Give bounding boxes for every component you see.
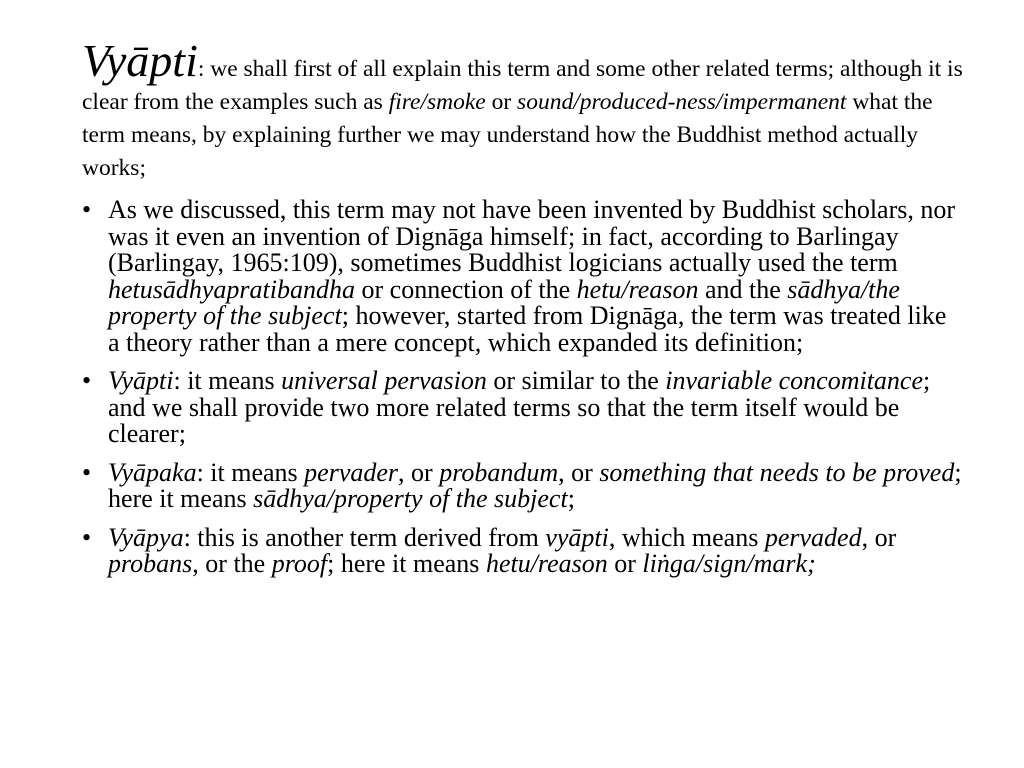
bullet-text: , or bbox=[558, 457, 600, 487]
bullet-text: , which means bbox=[608, 522, 765, 552]
title-example-sound: sound/produced-ness/impermanent bbox=[517, 89, 847, 115]
bullet-text: or bbox=[607, 549, 643, 578]
bullet-term: pervader bbox=[304, 457, 399, 487]
bullet-text: ; here it means bbox=[108, 457, 962, 513]
bullet-text: or connection of the bbox=[355, 274, 577, 304]
title-text-c: what the term means, by explaining further we may understand how the Buddhist method actually works; bbox=[82, 89, 933, 181]
title-colon: : bbox=[197, 56, 205, 82]
bullet-dot-icon: • bbox=[82, 195, 92, 224]
bullet-term: sādhya/property of the subject bbox=[253, 484, 568, 513]
bullet-term: proof bbox=[271, 549, 328, 578]
bullet-term: pervaded bbox=[764, 522, 862, 552]
bullet-term: Vyāpya bbox=[108, 522, 184, 552]
bullet-item-vyapaka bbox=[82, 457, 964, 513]
title-term: Vyāpti bbox=[82, 35, 198, 86]
bullet-term: hetu/reason bbox=[576, 274, 699, 304]
bullet-text: : this is another term derived from bbox=[183, 522, 546, 552]
title-text-a: we shall first of all explain this term and some other related terms; although it is clear from the examples such as bbox=[82, 56, 963, 115]
bullet-term: hetusādhyapratibandha bbox=[108, 274, 355, 304]
bullet-text: ; however, started from Dignāga, the term was treated like a theory rather than a mere concept, which expanded its definition; bbox=[108, 301, 947, 357]
bullet-text: and the bbox=[698, 274, 788, 304]
bullet-term: sādhya/the property of the subject bbox=[108, 274, 900, 330]
bullet-term: invariable concomitance bbox=[665, 366, 924, 395]
bullet-dot-icon: • bbox=[82, 366, 92, 395]
bullet-term: hetu/reason bbox=[485, 549, 608, 578]
title-example-fire-smoke: fire/smoke bbox=[388, 89, 486, 115]
bullet-term: universal pervasion bbox=[281, 366, 487, 395]
bullet-text: ; here it means bbox=[327, 549, 486, 578]
bullet-item-vyapti-history bbox=[82, 197, 964, 356]
bullet-term: probandum bbox=[439, 457, 559, 487]
bullet-item-vyapti-definition bbox=[82, 368, 964, 448]
bullet-text: ; bbox=[567, 484, 575, 513]
bullet-item-vyapya bbox=[82, 522, 964, 578]
bullet-dot-icon: • bbox=[82, 522, 92, 552]
bullet-list bbox=[82, 197, 964, 578]
bullet-dot-icon: • bbox=[82, 457, 92, 487]
title-text-b: or bbox=[485, 89, 518, 115]
bullet-text: , or bbox=[861, 522, 897, 552]
bullet-term: Vyāpti bbox=[108, 366, 174, 395]
bullet-text: As we discussed, this term may not have been invented by Buddhist scholars, nor was it even an invention of Dignāga himself; in fact, according to Barlingay (Barlingay, 1965:109), sometimes Buddhist logicians actually used the term bbox=[108, 195, 956, 277]
bullet-text: , or bbox=[398, 457, 440, 487]
bullet-text: or similar to the bbox=[486, 366, 666, 395]
bullet-term: liṅga/sign/mark; bbox=[642, 549, 816, 578]
bullet-term: something that needs to be proved bbox=[599, 457, 955, 487]
bullet-term: Vyāpaka bbox=[108, 457, 197, 487]
bullet-text: ; and we shall provide two more related terms so that the term itself would be clearer; bbox=[108, 366, 931, 448]
bullet-text: : it means bbox=[173, 366, 282, 395]
bullet-term: probans bbox=[108, 549, 193, 578]
bullet-text: : it means bbox=[196, 457, 305, 487]
slide-title bbox=[82, 35, 964, 185]
bullet-text: , or the bbox=[192, 549, 272, 578]
bullet-term: vyāpti bbox=[545, 522, 609, 552]
